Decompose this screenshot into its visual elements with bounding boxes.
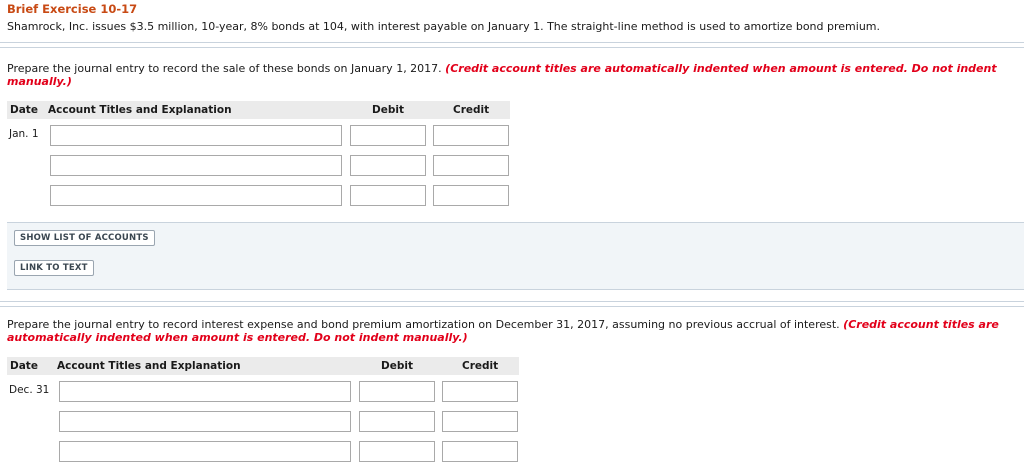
part1-row3-credit-input[interactable]	[433, 185, 509, 206]
part1-row2-debit-input[interactable]	[350, 155, 426, 176]
part2-row2-debit-input[interactable]	[359, 411, 435, 432]
part2-prompt	[7, 318, 1012, 344]
part1-row1-debit-input[interactable]	[350, 125, 426, 146]
part1-row3-account-input[interactable]	[50, 185, 342, 206]
part2-entry-date: Dec. 31	[9, 384, 50, 396]
header-debit: Debit	[372, 104, 404, 116]
divider	[0, 47, 1024, 48]
part2-row3-account-input[interactable]	[59, 441, 351, 462]
divider	[0, 42, 1024, 43]
header-account: Account Titles and Explanation	[48, 104, 232, 116]
divider	[0, 301, 1024, 302]
show-list-of-accounts-button[interactable]: SHOW LIST OF ACCOUNTS	[14, 230, 155, 246]
part2-row3-credit-input[interactable]	[442, 441, 518, 462]
part1-prompt-text: Prepare the journal entry to record the sale of these bonds on January 1, 2017.	[7, 62, 442, 75]
part1-note: (Credit account titles are automatically indented when amount is entered. Do not indent manually.)	[7, 62, 997, 88]
part2-prompt-text: Prepare the journal entry to record interest expense and bond premium amortization on December 31, 2017, assuming no previous accrual of interest.	[7, 318, 840, 331]
divider	[0, 306, 1024, 307]
header-credit: Credit	[453, 104, 490, 116]
part1-row1-account-input[interactable]	[50, 125, 342, 146]
part1-table-header	[7, 101, 510, 119]
part2-row1-credit-input[interactable]	[442, 381, 518, 402]
part1-entry-date: Jan. 1	[9, 128, 39, 140]
part2-row2-credit-input[interactable]	[442, 411, 518, 432]
tools-panel	[7, 222, 1024, 290]
link-to-text-button[interactable]: LINK TO TEXT	[14, 260, 94, 276]
problem-statement: Shamrock, Inc. issues $3.5 million, 10-year, 8% bonds at 104, with interest payable on January 1. The straight-line method is used to amortize bond premium.	[7, 20, 880, 33]
exercise-title: Brief Exercise 10-17	[7, 2, 138, 16]
header-debit: Debit	[381, 360, 413, 372]
part1-row2-credit-input[interactable]	[433, 155, 509, 176]
part2-table-header	[7, 357, 519, 375]
part2-row1-account-input[interactable]	[59, 381, 351, 402]
header-account: Account Titles and Explanation	[57, 360, 241, 372]
part2-note: (Credit account titles are automatically indented when amount is entered. Do not indent manually.)	[7, 318, 999, 344]
part1-row2-account-input[interactable]	[50, 155, 342, 176]
header-credit: Credit	[462, 360, 499, 372]
header-date: Date	[10, 360, 38, 372]
part2-row2-account-input[interactable]	[59, 411, 351, 432]
part1-row1-credit-input[interactable]	[433, 125, 509, 146]
part2-row3-debit-input[interactable]	[359, 441, 435, 462]
part1-row3-debit-input[interactable]	[350, 185, 426, 206]
part1-prompt	[7, 62, 1012, 88]
header-date: Date	[10, 104, 38, 116]
part2-row1-debit-input[interactable]	[359, 381, 435, 402]
